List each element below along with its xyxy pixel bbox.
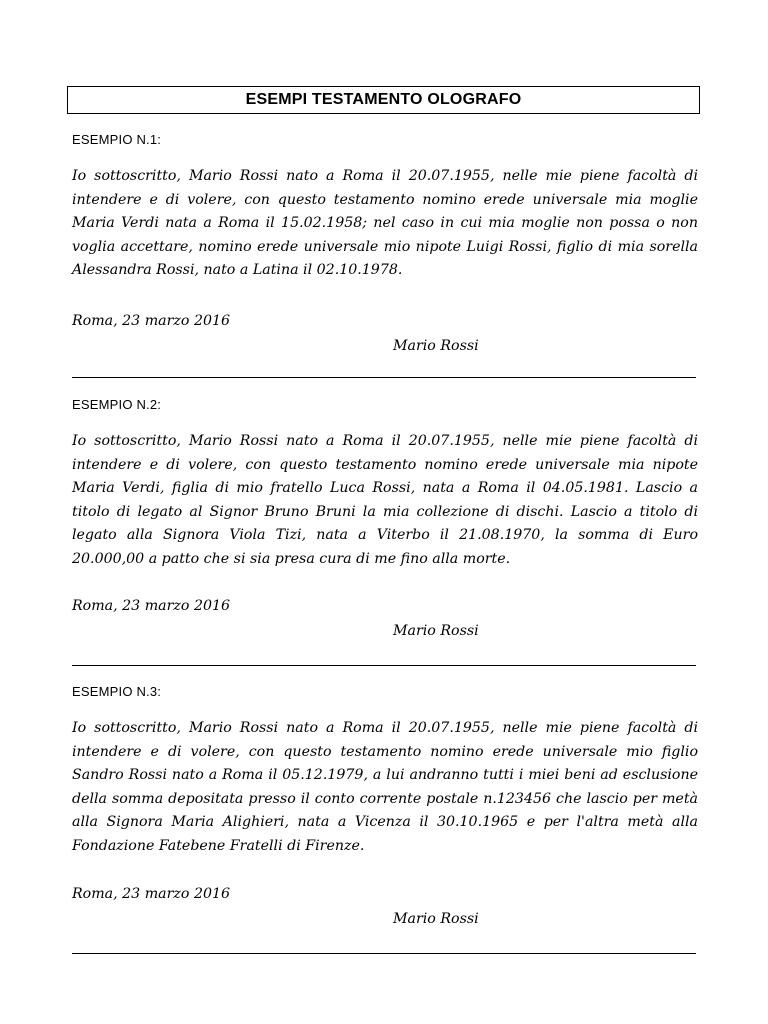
example-date: Roma, 23 marzo 2016 bbox=[72, 313, 231, 329]
example-date: Roma, 23 marzo 2016 bbox=[72, 598, 231, 614]
example-label: ESEMPIO N.1: bbox=[72, 132, 162, 147]
section-divider bbox=[72, 377, 696, 378]
example-text: Io sottoscritto, Mario Rossi nato a Roma il 20.07.1955, nelle mie piene facoltà di intendere e di volere, con questo testamento nomino erede universale mia nipote Maria Verdi, figlia di mio fratello Luca Rossi, nata a Roma il 04.05.1981. Lascio a titolo di legato al Signor Bruno Bruni la mia collezione di dischi. Lascio a titolo di legato alla Signora Viola Tizi, nata a Viterbo il 21.08.1970, la somma di Euro 20.000,00 a patto che si sia presa cura di me fino alla morte. bbox=[72, 433, 698, 567]
example-text: Io sottoscritto, Mario Rossi nato a Roma il 20.07.1955, nelle mie piene facoltà di intendere e di volere, con questo testamento nomino erede universale mia moglie Maria Verdi nata a Roma il 15.02.1958; nel caso in cui mia moglie non possa o non voglia accettare, nomino erede universale mio nipote Luigi Rossi, figlio di mia sorella Alessandra Rossi, nato a Latina il 02.10.1978. bbox=[72, 168, 698, 279]
example-label: ESEMPIO N.2: bbox=[72, 397, 162, 412]
title-box bbox=[67, 86, 700, 114]
example-signature: Mario Rossi bbox=[393, 338, 479, 354]
example-signature: Mario Rossi bbox=[393, 623, 479, 639]
section-divider bbox=[72, 953, 696, 954]
page-title: ESEMPI TESTAMENTO OLOGRAFO bbox=[245, 91, 522, 108]
example-3 bbox=[72, 684, 698, 934]
example-signature: Mario Rossi bbox=[393, 911, 479, 927]
example-date: Roma, 23 marzo 2016 bbox=[72, 886, 231, 902]
section-divider bbox=[72, 665, 696, 666]
example-1 bbox=[72, 132, 698, 362]
example-label: ESEMPIO N.3: bbox=[72, 684, 162, 699]
example-2 bbox=[72, 397, 698, 647]
example-text: Io sottoscritto, Mario Rossi nato a Roma il 20.07.1955, nelle mie piene facoltà di intendere e di volere, con questo testamento nomino erede universale mio figlio Sandro Rossi nato a Roma il 05.12.1979, a lui andranno tutti i miei beni ad esclusione della somma depositata presso il conto corrente postale n.123456 che lascio per metà alla Signora Maria Alighieri, nata a Vicenza il 30.10.1965 e per l'altra metà alla Fondazione Fatebene Fratelli di Firenze. bbox=[72, 720, 698, 854]
